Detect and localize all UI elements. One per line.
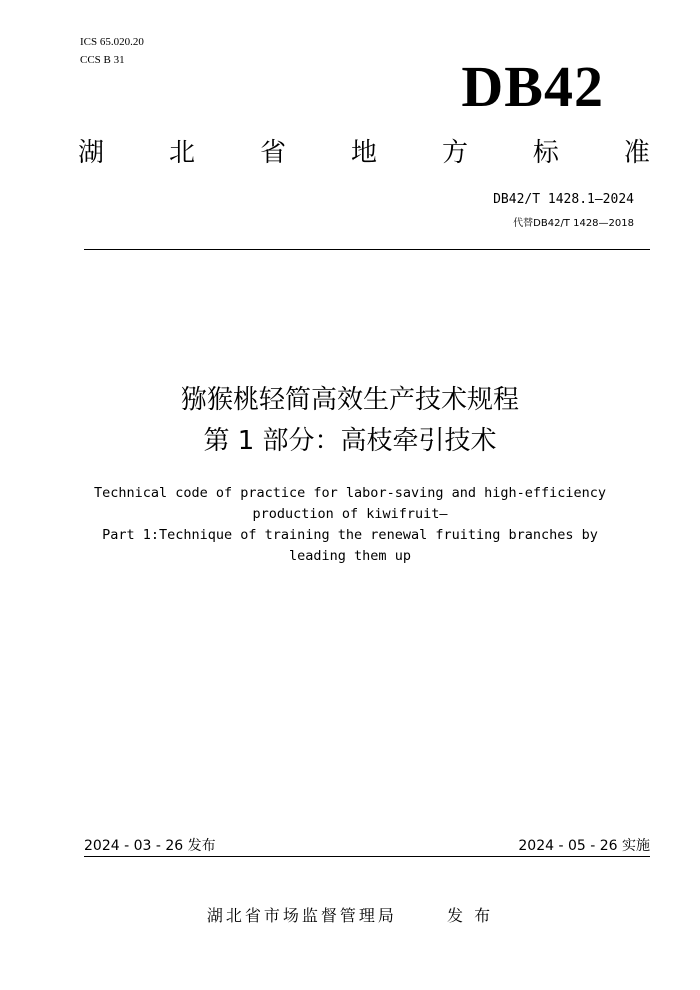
title-en-line: production of kiwifruit— bbox=[252, 506, 448, 522]
standard-type-heading bbox=[78, 136, 650, 170]
replaces-standard: 代替DB42/T 1428—2018 bbox=[513, 218, 634, 229]
standard-type-char: 准 bbox=[623, 138, 650, 168]
title-en bbox=[0, 483, 700, 567]
issuer-name: 湖北省市场监督管理局 bbox=[206, 906, 397, 925]
db42-logo: DB42 bbox=[461, 54, 604, 119]
bottom-divider bbox=[84, 856, 650, 857]
issue-date: 2024 - 03 - 26 发布 bbox=[84, 838, 216, 854]
title-en-line: leading them up bbox=[289, 548, 411, 564]
standard-type-char: 北 bbox=[168, 138, 195, 168]
standard-type-char: 方 bbox=[441, 138, 468, 168]
standard-number: DB42/T 1428.1—2024 bbox=[493, 192, 634, 207]
standard-type-char: 省 bbox=[259, 138, 286, 168]
issuer-line bbox=[0, 903, 700, 926]
top-divider bbox=[84, 249, 650, 250]
ccs-code: CCS B 31 bbox=[80, 54, 125, 66]
ics-code: ICS 65.020.20 bbox=[80, 36, 144, 48]
standard-type-char: 标 bbox=[532, 138, 559, 168]
title-en-line: Technical code of practice for labor-saving and high-efficiency bbox=[93, 485, 607, 501]
title-cn-line2: 第 1 部分：高枝牵引技术 bbox=[203, 426, 497, 456]
title-en-line: Part 1:Technique of training the renewal fruiting branches by bbox=[102, 527, 598, 543]
title-cn-line1: 猕猴桃轻简高效生产技术规程 bbox=[180, 385, 519, 415]
issuer-action: 发 布 bbox=[447, 906, 494, 925]
standard-type-char: 地 bbox=[350, 138, 377, 168]
implementation-date: 2024 - 05 - 26 实施 bbox=[518, 838, 650, 854]
standard-type-char: 湖 bbox=[78, 138, 105, 168]
